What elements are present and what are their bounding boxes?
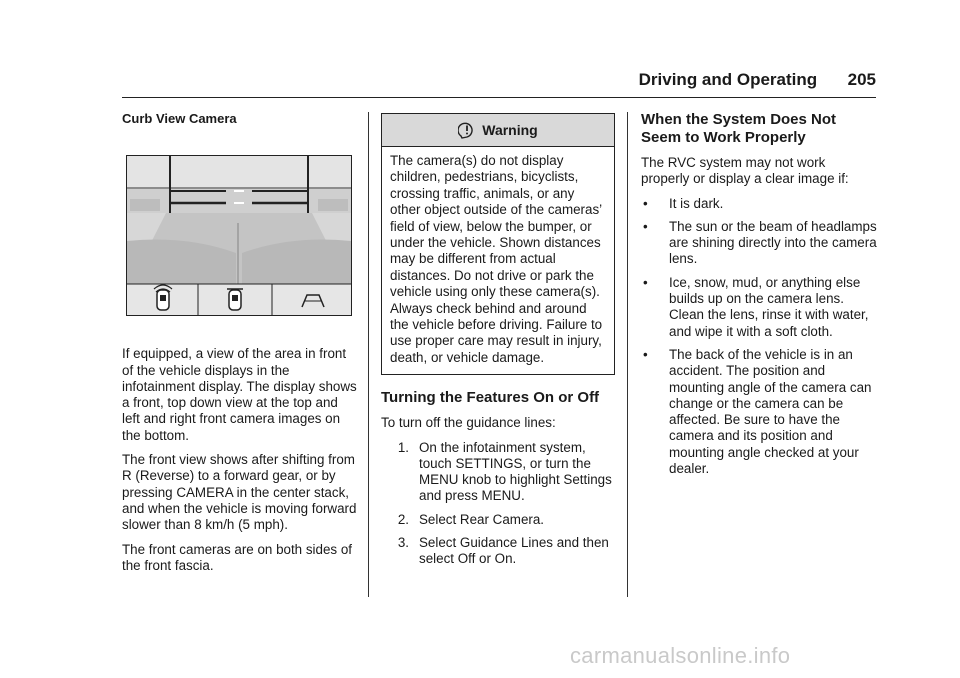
header-rule (122, 97, 876, 98)
paragraph-1: If equipped, a view of the area in front of the vehicle displays in the infotainment display. The display shows a front, top down view at the top and left and right front camera images on the bottom. (122, 346, 357, 443)
step-item (381, 535, 615, 568)
left-body (122, 346, 358, 574)
bullet: • (643, 218, 648, 234)
step-item (381, 440, 615, 505)
camera-illustration (126, 155, 352, 316)
warning-text: The camera(s) do not display children, pedestrians, bicyclists, crossing traffic, animals, or any other object outside of the cameras’ field of view, below the bumper, or under the vehicle. Shown distances may be different from actual distances. Do not drive or park the vehicle using only these camera(s). Always check behind and around the vehicle before driving. Failure to use proper care may result in injury, death, or vehicle damage. (390, 153, 603, 365)
watermark: carmanualsonline.info (570, 643, 791, 668)
section-label: Curb View Camera (122, 111, 237, 126)
step-text: Select Rear Camera. (419, 511, 545, 527)
step-text: Select Guidance Lines and then select Off or On. (419, 535, 609, 567)
warning-title: Warning (482, 121, 538, 138)
bullet: • (643, 274, 648, 290)
list-item: • It is dark. (643, 195, 724, 211)
top-view-button-icon (227, 289, 243, 310)
page-number: 205 (847, 70, 876, 89)
bullet: • (643, 346, 648, 362)
step-item (381, 512, 615, 528)
paragraph-2: The front view shows after shifting from R (Reverse) to a forward gear, or by pressing CAMERA in the center stack, and when the vehicle is moving forward slower than 8 km/h (5 mph). (122, 452, 357, 533)
step-number: 3. (397, 535, 409, 551)
warning-box (381, 113, 615, 375)
list-item: • Ice, snow, mud, or anything else builds up on the camera lens. Clean the lens, rinse it with water, and wipe it with a soft cloth. (643, 274, 869, 339)
warning-icon (458, 121, 476, 139)
step-number: 1. (397, 439, 409, 455)
features-heading: Turning the Features On or Off (381, 389, 600, 407)
troubleshoot-intro: The RVC system may not work properly or display a clear image if: (641, 155, 849, 187)
middle-column (381, 113, 615, 575)
steps-list (381, 440, 615, 568)
paragraph-3: The front cameras are on both sides of the front fascia. (122, 541, 352, 573)
bullet: • (643, 195, 648, 211)
left-column (122, 111, 358, 582)
warning-header (382, 114, 614, 147)
conditions-list (641, 196, 877, 478)
troubleshoot-heading: When the System Does Not Seem to Work Properly (641, 111, 837, 146)
chapter-title: Driving and Operating (638, 70, 818, 89)
column-divider-left (368, 112, 369, 597)
features-intro: To turn off the guidance lines: (381, 415, 556, 431)
list-item: • The back of the vehicle is in an accident. The position and mounting angle of the camera can change or the camera can be affected. Be sure to have the camera and its position and mounting angle checked at your dealer. (643, 346, 872, 477)
far-zone (127, 189, 351, 213)
column-divider-right (627, 112, 628, 597)
right-column (641, 111, 877, 484)
list-item: • The sun or the beam of headlamps are shining directly into the camera lens. (643, 218, 877, 267)
page-header (0, 70, 876, 90)
step-text: On the infotainment system, touch SETTINGS, or turn the MENU knob to highlight Settings and press MENU. (419, 439, 612, 504)
step-number: 2. (397, 511, 409, 527)
